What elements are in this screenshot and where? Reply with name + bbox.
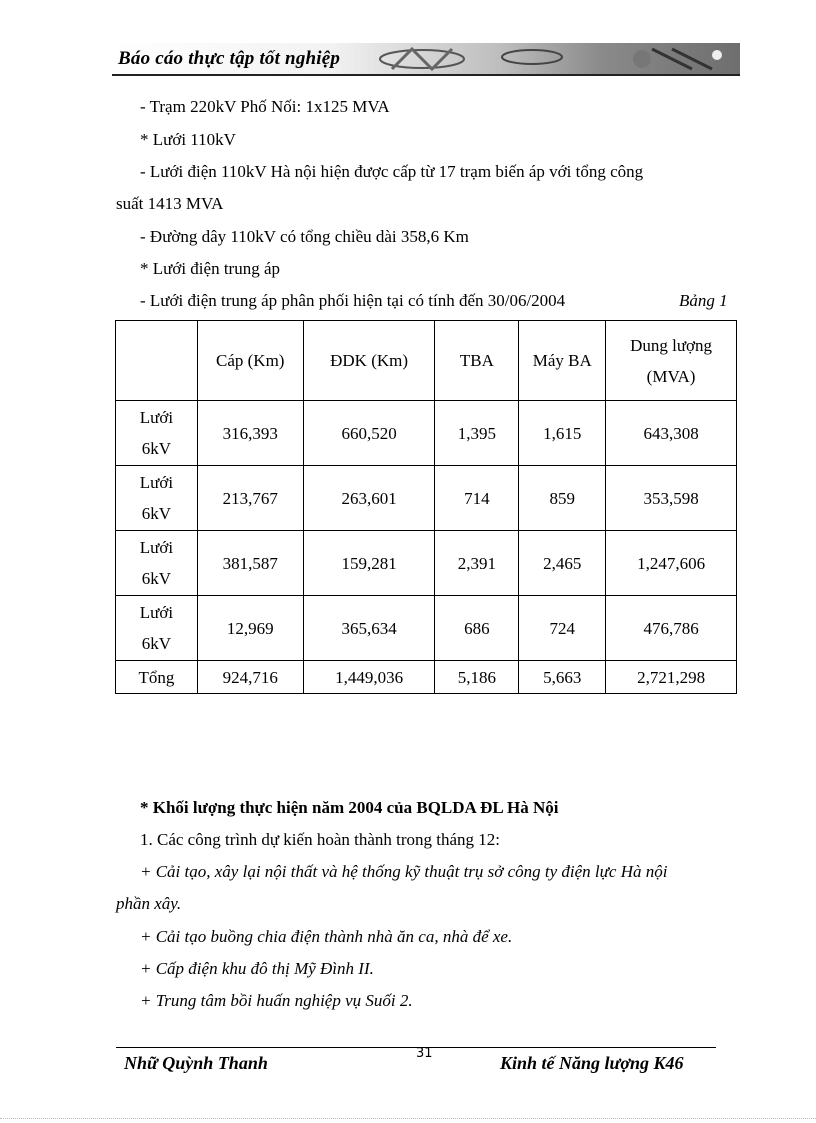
page-number: 31 xyxy=(416,1046,433,1061)
cell-tba: 2,391 xyxy=(435,531,519,596)
row-label-cell xyxy=(116,531,198,596)
bullet-4: + Trung tâm bồi huấn nghiệp vụ Suối 2. xyxy=(140,991,413,1010)
header-decoration-icon xyxy=(352,43,740,75)
row-label-line2: 6kV xyxy=(141,634,172,653)
page-bottom-border xyxy=(0,1118,816,1119)
cell-tba: 714 xyxy=(435,466,519,531)
bullet-1-line1: + Cải tạo, xây lại nội thất và hệ thống kỹ thuật trụ sở công ty điện lực Hà nội xyxy=(140,862,668,881)
header-cell-tba: TBA xyxy=(435,321,519,401)
row-label-line1: Lưới xyxy=(139,473,174,492)
footer-author: Nhữ Quỳnh Thanh xyxy=(124,1053,268,1073)
paragraph-tram-220kv: - Trạm 220kV Phố Nối: 1x125 MVA xyxy=(140,97,390,116)
footer-course: Kinh tế Năng lượng K46 xyxy=(500,1053,684,1073)
header-cell-ddk: ĐDK (Km) xyxy=(303,321,435,401)
header-cell-cap: Cáp (Km) xyxy=(197,321,303,401)
table-caption: Bảng 1 xyxy=(679,291,728,310)
table-header-row xyxy=(116,321,737,401)
header-capacity-line2: (MVA) xyxy=(646,366,696,386)
cell-ddk: 365,634 xyxy=(303,596,435,661)
table-row xyxy=(116,466,737,531)
cell-cap: 381,587 xyxy=(197,531,303,596)
cell-tba: 1,395 xyxy=(435,401,519,466)
section-item-1: 1. Các công trình dự kiến hoàn thành trong tháng 12: xyxy=(140,830,501,849)
cell-tba: 686 xyxy=(435,596,519,661)
cell-dung-luong: 353,598 xyxy=(606,466,737,531)
bullet-2: + Cải tạo buồng chia điện thành nhà ăn ca, nhà để xe. xyxy=(140,927,513,946)
paragraph-phan-phoi: - Lưới điện trung áp phân phối hiện tại có tính đến 30/06/2004 xyxy=(140,291,566,310)
bullet-3: + Cấp điện khu đô thị Mỹ Đình II. xyxy=(140,959,374,978)
total-cap: 924,716 xyxy=(197,661,303,694)
total-ddk: 1,449,036 xyxy=(303,661,435,694)
row-label-cell xyxy=(116,596,198,661)
row-label-line1: Lưới xyxy=(139,538,174,557)
cell-dung-luong: 476,786 xyxy=(606,596,737,661)
cell-may-ba: 2,465 xyxy=(519,531,606,596)
cell-may-ba: 859 xyxy=(519,466,606,531)
total-dung-luong: 2,721,298 xyxy=(606,661,737,694)
paragraph-luoi-110kv: * Lưới 110kV xyxy=(140,130,236,149)
row-label-line1: Lưới xyxy=(139,603,174,622)
total-may-ba: 5,663 xyxy=(519,661,606,694)
paragraph-trung-ap: * Lưới điện trung áp xyxy=(140,259,281,278)
cell-ddk: 660,520 xyxy=(303,401,435,466)
table-row xyxy=(116,531,737,596)
row-label-cell xyxy=(116,466,198,531)
cell-ddk: 263,601 xyxy=(303,466,435,531)
distribution-table xyxy=(115,320,737,694)
total-tba: 5,186 xyxy=(435,661,519,694)
cell-may-ba: 724 xyxy=(519,596,606,661)
row-label-line2: 6kV xyxy=(141,504,172,523)
cell-cap: 213,767 xyxy=(197,466,303,531)
cell-cap: 12,969 xyxy=(197,596,303,661)
header-title: Báo cáo thực tập tốt nghiệp xyxy=(118,48,341,69)
header-cell-empty xyxy=(116,321,198,401)
header-underline xyxy=(112,74,740,76)
page-header xyxy=(112,43,740,75)
paragraph-110kv-line2: suất 1413 MVA xyxy=(116,194,224,213)
cell-dung-luong: 643,308 xyxy=(606,401,737,466)
cell-dung-luong: 1,247,606 xyxy=(606,531,737,596)
row-label-cell xyxy=(116,401,198,466)
total-label-cell: Tổng xyxy=(116,661,198,694)
cell-may-ba: 1,615 xyxy=(519,401,606,466)
table-row xyxy=(116,596,737,661)
row-label-line2: 6kV xyxy=(141,569,172,588)
table-row xyxy=(116,401,737,466)
section-heading: * Khối lượng thực hiện năm 2004 của BQLDA ĐL Hà Nội xyxy=(140,798,559,817)
paragraph-110kv-line1: - Lưới điện 110kV Hà nội hiện được cấp từ 17 trạm biến áp với tổng công xyxy=(140,162,644,181)
bullet-1-line2: phần xây. xyxy=(116,894,182,913)
cell-ddk: 159,281 xyxy=(303,531,435,596)
header-capacity-line1: Dung lượng xyxy=(630,335,713,355)
paragraph-duong-day: - Đường dây 110kV có tổng chiều dài 358,6 Km xyxy=(140,227,469,246)
header-cell-dung-luong xyxy=(606,321,737,401)
header-cell-may-ba: Máy BA xyxy=(519,321,606,401)
table-total-row xyxy=(116,661,737,694)
row-label-line2: 6kV xyxy=(141,439,172,458)
row-label-line1: Lưới xyxy=(139,408,174,427)
cell-cap: 316,393 xyxy=(197,401,303,466)
